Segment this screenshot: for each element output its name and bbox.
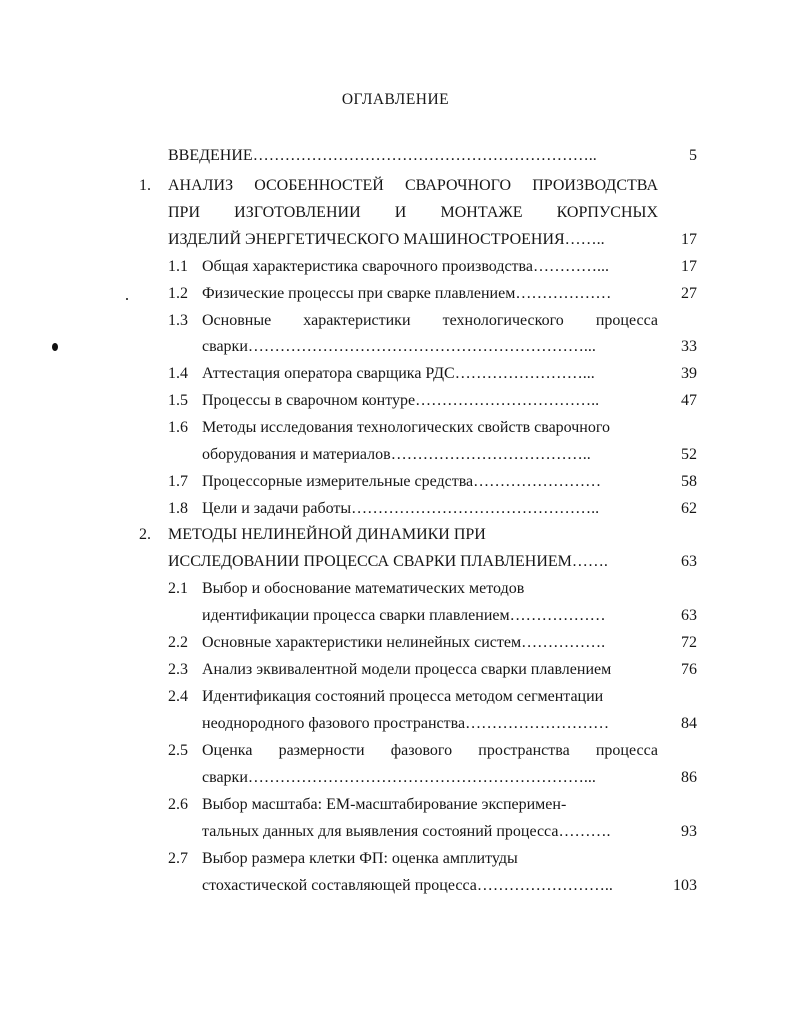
- toc-entry-text: Оценка размерности фазового пространства процесса: [202, 742, 658, 759]
- toc-entry-1-6: [0, 417, 791, 439]
- toc-entry-2-1-line-2: [0, 605, 791, 627]
- toc-entry-1-8: [0, 498, 791, 520]
- toc-number: 2.5: [168, 742, 188, 759]
- toc-entry-2-7-line-2: [0, 875, 791, 897]
- toc-page-number: 27: [681, 285, 697, 302]
- toc-entry-text: Цели и задачи работы………………………………………..: [202, 500, 600, 517]
- toc-entry-2-1: [0, 578, 791, 600]
- scan-speck: [52, 343, 58, 351]
- toc-number: 1.5: [168, 392, 188, 409]
- toc-number: 2.1: [168, 580, 188, 597]
- toc-entry-text: сварки………………………………………………………...: [202, 769, 596, 786]
- toc-entry-1-6-line-2: [0, 444, 791, 466]
- toc-entry-text: Выбор и обоснование математических методов: [202, 580, 525, 597]
- toc-entry-text: Идентификация состояний процесса методом сегментации: [202, 688, 604, 705]
- toc-entry-chapter-2: [0, 524, 791, 546]
- toc-entry-chapter-2-line-2: [0, 551, 791, 573]
- scan-speck-small: [126, 298, 128, 300]
- toc-entry-text: Методы исследования технологических свойств сварочного: [202, 419, 611, 436]
- toc-entry-text: Общая характеристика сварочного производства…………...: [202, 258, 609, 275]
- toc-entry-2-5: [0, 740, 791, 762]
- toc-entry-text: ИССЛЕДОВАНИИ ПРОЦЕССА СВАРКИ ПЛАВЛЕНИЕМ…….: [168, 553, 608, 570]
- toc-entry-text: Выбор масштаба: ЕМ-масштабирование эксперимен-: [202, 796, 567, 813]
- toc-number: 1.7: [168, 473, 188, 490]
- toc-number: 2.7: [168, 850, 188, 867]
- toc-entry-2-7: [0, 848, 791, 870]
- toc-entry-text: Выбор размера клетки ФП: оценка амплитуды: [202, 850, 518, 867]
- toc-entry-1-3-line-2: [0, 336, 791, 358]
- toc-page-number: 84: [681, 715, 697, 732]
- toc-entry-2-6-line-2: [0, 821, 791, 843]
- toc-page-number: 17: [681, 258, 697, 275]
- toc-entry-text: Анализ эквивалентной модели процесса сварки плавлением: [202, 661, 612, 678]
- toc-page-number: 33: [681, 338, 697, 355]
- toc-number: 1.4: [168, 365, 188, 382]
- toc-entry-text: Физические процессы при сварке плавлением………………: [202, 285, 612, 302]
- toc-page-number: 76: [681, 661, 697, 678]
- toc-number: 1.3: [168, 312, 188, 329]
- toc-entry-text: Процессорные измерительные средства……………………: [202, 473, 602, 490]
- toc-entry-2-2: [0, 632, 791, 654]
- toc-page-number: 5: [689, 147, 697, 164]
- toc-entry-1-2: [0, 283, 791, 305]
- toc-page-number: 72: [681, 634, 697, 651]
- toc-entry-1-5: [0, 390, 791, 412]
- toc-number: 2.2: [168, 634, 188, 651]
- toc-entry-2-5-line-2: [0, 767, 791, 789]
- toc-number: 2.3: [168, 661, 188, 678]
- toc-entry-text: МЕТОДЫ НЕЛИНЕЙНОЙ ДИНАМИКИ ПРИ: [168, 526, 486, 543]
- toc-entry-1-3: [0, 310, 791, 332]
- toc-entry-1-7: [0, 471, 791, 493]
- toc-entry-text: оборудования и материалов………………………………..: [202, 446, 591, 463]
- toc-page-number: 62: [681, 500, 697, 517]
- toc-entry-text: Аттестация оператора сварщика РДС……………………...: [202, 365, 595, 382]
- toc-entry-text: тальных данных для выявления состояний процесса……….: [202, 823, 611, 840]
- toc-page-number: 93: [681, 823, 697, 840]
- toc-page-number: 17: [681, 231, 697, 248]
- toc-entry-2-6: [0, 794, 791, 816]
- toc-entry-2-4-line-2: [0, 713, 791, 735]
- toc-entry-text: Основные характеристики технологического процесса: [202, 312, 658, 329]
- toc-number: 1.6: [168, 419, 188, 436]
- toc-number: 2.: [139, 526, 151, 543]
- toc-entry-text: ПРИ ИЗГОТОВЛЕНИИ И МОНТАЖЕ КОРПУСНЫХ: [168, 204, 658, 221]
- toc-entry-text: Основные характеристики нелинейных систем…………….: [202, 634, 606, 651]
- toc-entry-1-1: [0, 256, 791, 278]
- toc-number: 1.1: [168, 258, 188, 275]
- toc-page-number: 63: [681, 553, 697, 570]
- toc-entry-1-4: [0, 363, 791, 385]
- toc-entry-chapter-1-line-3: [0, 229, 791, 251]
- toc-entry-text: стохастической составляющей процесса……………………..: [202, 877, 613, 894]
- toc-entry-text: ВВЕДЕНИЕ………………………………………………………..: [168, 147, 597, 164]
- toc-number: 1.2: [168, 285, 188, 302]
- toc-entry-chapter-1: [0, 175, 791, 197]
- toc-entry-text: АНАЛИЗ ОСОБЕННОСТЕЙ СВАРОЧНОГО ПРОИЗВОДСТВА: [168, 177, 658, 194]
- toc-number: 2.6: [168, 796, 188, 813]
- toc-number: 1.8: [168, 500, 188, 517]
- toc-number: 1.: [139, 177, 151, 194]
- toc-entry-text: идентификации процесса сварки плавлением………………: [202, 607, 606, 624]
- toc-entry-text: Процессы в сварочном контуре……………………………..: [202, 392, 600, 409]
- toc-page-number: 63: [681, 607, 697, 624]
- toc-page-number: 39: [681, 365, 697, 382]
- toc-entry-chapter-1-line-2: [0, 202, 791, 224]
- toc-page-number: 58: [681, 473, 697, 490]
- toc-entry-text: сварки………………………………………………………...: [202, 338, 596, 355]
- toc-entry-2-3: [0, 659, 791, 681]
- toc-entry-introduction: [0, 145, 791, 167]
- toc-entry-text: ИЗДЕЛИЙ ЭНЕРГЕТИЧЕСКОГО МАШИНОСТРОЕНИЯ……..: [168, 231, 605, 248]
- toc-entry-text: неоднородного фазового пространства………………………: [202, 715, 610, 732]
- toc-entry-2-4: [0, 686, 791, 708]
- toc-page-number: 103: [673, 877, 697, 894]
- page-title: ОГЛАВЛЕНИЕ: [341, 91, 450, 108]
- toc-page-number: 52: [681, 446, 697, 463]
- toc-page-number: 47: [681, 392, 697, 409]
- toc-page-number: 86: [681, 769, 697, 786]
- toc-number: 2.4: [168, 688, 188, 705]
